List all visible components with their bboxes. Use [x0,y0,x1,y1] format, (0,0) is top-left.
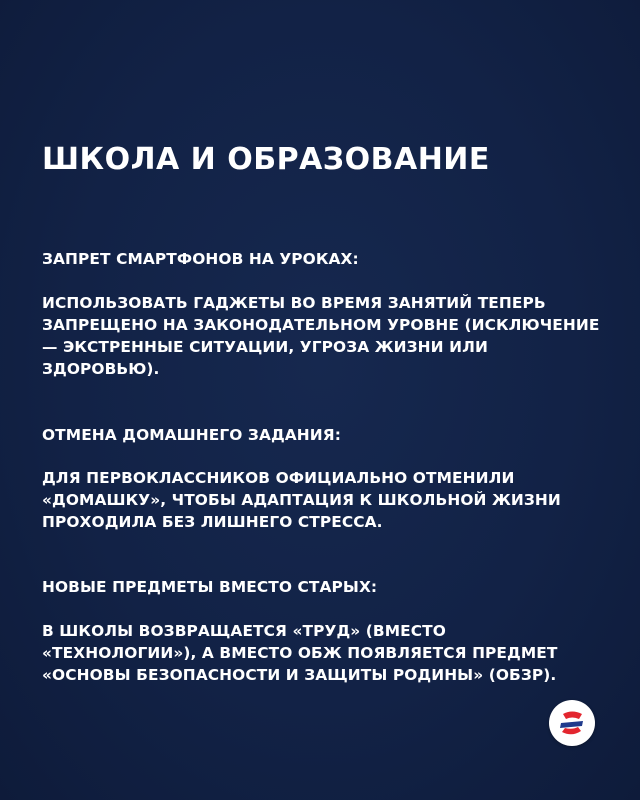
section-heading-smartphones: ЗАПРЕТ СМАРТФОНОВ НА УРОКАХ: [42,250,359,268]
page-title: ШКОЛА И ОБРАЗОВАНИЕ [42,142,490,177]
section-body-smartphones: ИСПОЛЬЗОВАТЬ ГАДЖЕТЫ ВО ВРЕМЯ ЗАНЯТИЙ ТЕПЕРЬ ЗАПРЕЩЕНО НА ЗАКОНОДАТЕЛЬНОМ УРОВНЕ (ИСКЛЮЧЕНИЕ — ЭКСТРЕННЫЕ СИТУАЦИИ, УГРОЗА ЖИЗНИ ИЛИ ЗДОРОВЬЮ). [42,294,600,378]
brand-logo-icon [549,700,595,746]
section-body-homework: ДЛЯ ПЕРВОКЛАССНИКОВ ОФИЦИАЛЬНО ОТМЕНИЛИ «ДОМАШКУ», ЧТОБЫ АДАПТАЦИЯ К ШКОЛЬНОЙ ЖИЗНИ ПРОХОДИЛА БЕЗ ЛИШНЕГО СТРЕССА. [42,469,561,531]
section-heading-homework: ОТМЕНА ДОМАШНЕГО ЗАДАНИЯ: [42,426,341,444]
section-body-subjects: В ШКОЛЫ ВОЗВРАЩАЕТСЯ «ТРУД» (ВМЕСТО «ТЕХНОЛОГИИ»), А ВМЕСТО ОБЖ ПОЯВЛЯЕТСЯ ПРЕДМЕТ «ОСНОВЫ БЕЗОПАСНОСТИ И ЗАЩИТЫ РОДИНЫ» (ОБЗР). [42,622,558,684]
section-heading-subjects: НОВЫЕ ПРЕДМЕТЫ ВМЕСТО СТАРЫХ: [42,578,378,596]
